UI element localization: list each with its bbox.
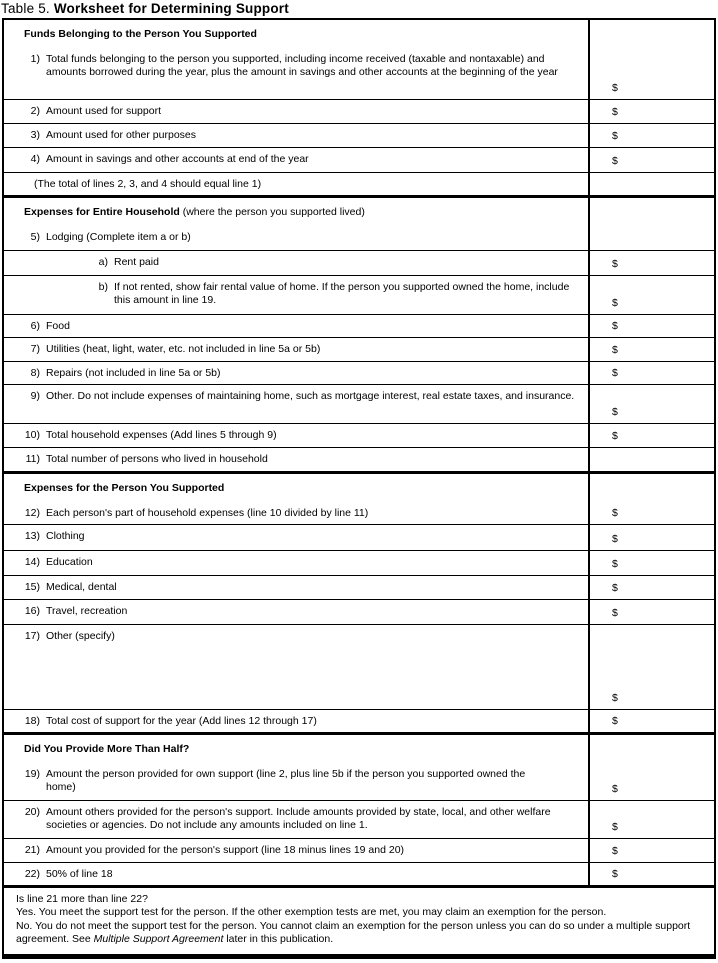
line-text: Other. Do not include expenses of maintaining home, such as mortgage interest, real estate taxes, and insurance. [46, 390, 575, 402]
table-row [4, 448, 714, 474]
line-number: 17) [24, 630, 40, 642]
amount-field-line-14 [588, 551, 714, 575]
line-2 [4, 105, 588, 118]
line-17 [4, 630, 588, 643]
line-text: Amount used for support [46, 105, 161, 117]
dollar-sign: $ [612, 106, 618, 118]
amount-field-line-6 [588, 315, 714, 337]
line-5 [4, 231, 588, 244]
amount-field-line-18 [588, 710, 714, 732]
line-11 [4, 453, 588, 466]
amount-field-line-3 [588, 124, 714, 147]
line-number: 16) [24, 605, 40, 617]
line-text: Total number of persons who lived in household [46, 453, 268, 465]
line-text: Utilities (heat, light, water, etc. not included in line 5a or 5b) [46, 343, 321, 355]
section-header-funds: Funds Belonging to the Person You Supported [24, 28, 257, 40]
line-letter: b) [98, 281, 108, 293]
line-number: 2) [30, 105, 40, 117]
line-number: 22) [24, 868, 40, 880]
line-number: 9) [30, 390, 40, 402]
line-text: Total funds belonging to the person you supported, including income received (taxable and nontaxable) and amounts borrowed during the year, plus the amount in savings and other accounts at the beginning of the year [46, 53, 558, 78]
section-header-person: Expenses for the Person You Supported [24, 482, 225, 494]
line-text: Other (specify) [46, 630, 115, 642]
line-5a [4, 256, 588, 269]
line-text: Repairs (not included in line 5a or 5b) [46, 367, 221, 379]
table-row [4, 338, 714, 362]
dollar-sign: $ [612, 607, 618, 619]
table-row [4, 385, 714, 424]
table-row [4, 600, 714, 625]
line-5b [4, 281, 588, 307]
footer-no-text: No. You do not meet the support test for the person. You cannot claim an exemption for the person unless you can do so under a multiple support agreement. See [16, 919, 691, 946]
dollar-sign: $ [612, 507, 618, 519]
line-number: 21) [24, 844, 40, 856]
line-14 [4, 556, 588, 569]
table-row [4, 198, 714, 251]
line-number: 15) [24, 581, 40, 593]
line-4 [4, 153, 588, 166]
empty-amount-cell [588, 173, 714, 195]
table-row [4, 625, 714, 710]
amount-field-line-19 [588, 735, 714, 800]
footer-question: Is line 21 more than line 22? [16, 893, 148, 905]
amount-field-line-9 [588, 385, 714, 423]
dollar-sign: $ [612, 783, 618, 795]
amount-field-line-20 [588, 801, 714, 838]
table-row [4, 801, 714, 839]
table-row [4, 525, 714, 551]
line-1 [4, 53, 588, 79]
line-number: 14) [24, 556, 40, 568]
footer-italic-reference: Multiple Support Agreement [93, 933, 224, 946]
table-row [4, 315, 714, 338]
dollar-sign: $ [612, 845, 618, 857]
amount-field-line-10 [588, 424, 714, 447]
table-row [4, 474, 714, 525]
line-number: 8) [30, 367, 40, 379]
table-row [4, 124, 714, 148]
line-number: 10) [24, 429, 40, 441]
line-10 [4, 429, 588, 442]
amount-field-line-15 [588, 576, 714, 599]
line-number: 1) [30, 53, 40, 65]
table-row [4, 863, 714, 888]
line-13 [4, 530, 588, 543]
line-text: Amount you provided for the person's support (line 18 minus lines 19 and 20) [46, 844, 405, 856]
table-row [4, 100, 714, 124]
line-number: 7) [30, 343, 40, 355]
table-row [4, 148, 714, 173]
line-number: 13) [24, 530, 40, 542]
amount-field-line-8 [588, 362, 714, 384]
dollar-sign: $ [612, 715, 618, 727]
dollar-sign: $ [612, 821, 618, 833]
line-text: Amount used for other purposes [46, 129, 197, 141]
amount-field-line-17 [588, 625, 714, 709]
line-text: Lodging (Complete item a or b) [46, 231, 191, 243]
dollar-sign: $ [612, 582, 618, 594]
table-row [4, 839, 714, 863]
line-text: Rent paid [114, 256, 159, 268]
line-text: Total household expenses (Add lines 5 through 9) [46, 429, 277, 441]
line-number: 5) [30, 231, 40, 243]
amount-field-line-5b [588, 276, 714, 314]
line-number: 20) [24, 806, 40, 818]
line-text: Medical, dental [46, 581, 117, 593]
amount-field-line-22 [588, 863, 714, 885]
line-text: Amount the person provided for own support (line 2, plus line 5b if the person you supported owned the home) [46, 768, 526, 793]
footer-no-line [16, 920, 708, 947]
line-12 [4, 507, 588, 520]
dollar-sign: $ [612, 692, 618, 704]
dollar-sign: $ [612, 130, 618, 142]
dollar-sign: $ [612, 344, 618, 356]
table-row [4, 735, 714, 801]
section-header-note: (where the person you supported lived) [182, 206, 365, 218]
amount-field-line-21 [588, 839, 714, 862]
support-worksheet-table [2, 18, 716, 959]
line-text: Each person's part of household expenses (line 10 divided by line 11) [46, 507, 369, 519]
line-16 [4, 605, 588, 618]
line-letter: a) [98, 256, 108, 268]
amount-field-line-1 [588, 20, 714, 99]
amount-field-line-4 [588, 148, 714, 172]
dollar-sign: $ [612, 82, 618, 94]
line-number: 4) [30, 153, 40, 165]
line-number: 18) [24, 715, 40, 727]
table-row [4, 576, 714, 600]
section-header-half: Did You Provide More Than Half? [24, 743, 190, 755]
line-text: Education [46, 556, 93, 568]
line-text: Amount others provided for the person's support. Include amounts provided by state, local, and other welfare societies or agencies. Do not include any amounts included on line 1. [46, 806, 551, 831]
dollar-sign: $ [612, 320, 618, 332]
line-text: Clothing [46, 530, 85, 542]
table-row [4, 276, 714, 315]
dollar-sign: $ [612, 430, 618, 442]
line-9 [4, 390, 588, 403]
line-text: Food [46, 320, 70, 332]
empty-amount-cell [588, 198, 714, 250]
line-15 [4, 581, 588, 594]
line-number: 6) [30, 320, 40, 332]
support-test-note [4, 888, 714, 954]
table-row [4, 20, 714, 100]
line-7 [4, 343, 588, 356]
section-header-household [4, 203, 588, 219]
table-row [4, 251, 714, 276]
line-text: 50% of line 18 [46, 868, 113, 880]
page-title [1, 1, 289, 16]
line-number: 11) [25, 453, 40, 465]
dollar-sign: $ [612, 258, 618, 270]
dollar-sign: $ [612, 297, 618, 309]
line-text: Travel, recreation [46, 605, 128, 617]
line-19 [4, 768, 588, 794]
table-row [4, 710, 714, 735]
empty-amount-cell [588, 448, 714, 471]
line-3 [4, 129, 588, 142]
line-22 [4, 868, 588, 881]
dollar-sign: $ [612, 155, 618, 167]
table-row [4, 173, 714, 198]
dollar-sign: $ [612, 558, 618, 570]
table-row [4, 551, 714, 576]
dollar-sign: $ [612, 367, 618, 379]
section-header-bold: Expenses for Entire Household [24, 206, 180, 218]
table-number: Table 5. [1, 1, 50, 16]
line-6 [4, 320, 588, 333]
dollar-sign: $ [612, 533, 618, 545]
table-row [4, 362, 714, 385]
line-text: Amount in savings and other accounts at end of the year [46, 153, 309, 165]
line-20 [4, 806, 588, 832]
line-text: If not rented, show fair rental value of home. If the person you supported owned the home, include this amount in line 19. [114, 281, 570, 306]
line-number: 3) [30, 129, 40, 141]
total-note: (The total of lines 2, 3, and 4 should equal line 1) [34, 178, 262, 190]
table-row [4, 424, 714, 448]
table-title: Worksheet for Determining Support [53, 1, 289, 16]
amount-field-line-16 [588, 600, 714, 624]
dollar-sign: $ [612, 868, 618, 880]
table-row [4, 888, 714, 954]
dollar-sign: $ [612, 406, 618, 418]
footer-yes-line: Yes. You meet the support test for the person. If the other exemption tests are met, you may claim an exemption for the person. [16, 906, 607, 919]
amount-field-line-7 [588, 338, 714, 361]
amount-field-line-5a [588, 251, 714, 275]
amount-field-line-12 [588, 474, 714, 524]
line-18 [4, 715, 588, 728]
amount-field-line-2 [588, 100, 714, 123]
footer-no-text-end: later in this publication. [223, 933, 334, 946]
amount-field-line-13 [588, 525, 714, 550]
line-8 [4, 367, 588, 380]
line-21 [4, 844, 588, 857]
line-number: 19) [24, 768, 40, 780]
line-text: Total cost of support for the year (Add lines 12 through 17) [46, 715, 317, 727]
line-number: 12) [24, 507, 40, 519]
